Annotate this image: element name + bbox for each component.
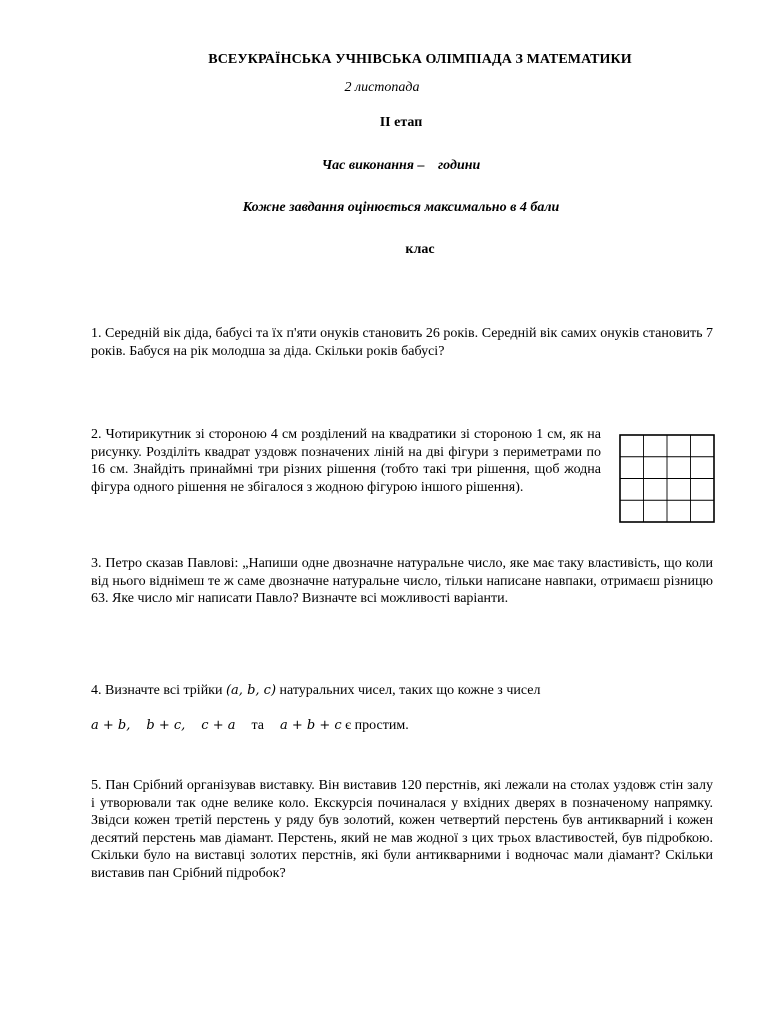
task-4-suffix: натуральних чисел, таких що кожне з чисел: [279, 683, 541, 698]
task-4-prefix: 4. Визначте всі трійки: [91, 683, 223, 698]
olympiad-date: 2 листопада: [344, 80, 420, 95]
time-suffix: години: [438, 158, 481, 173]
task-2: 2. Чотирикутник зі стороною 4 см розділений на квадратики зі стороною 1 см, як на рисунку. Розділіть квадрат уздовж позначених ліній на дві фігури з периметрами по 16 см. Знайдіть принаймні три різних рішення (тобто такі три рішення, щоб жодна фігура одного рішення не збігалося з жодною фігурою іншого рішення).: [91, 427, 601, 495]
class-label: клас: [405, 242, 435, 257]
expr-b-plus-c: b + c,: [146, 718, 186, 733]
grid-figure: [619, 434, 715, 523]
expr-a-plus-b-plus-c: a + b + c: [280, 718, 342, 733]
task-4-expressions: [91, 717, 713, 735]
points-note: Кожне завдання оцінюється максимально в 4 бали: [242, 200, 560, 215]
olympiad-stage: ІІ етап: [379, 115, 423, 130]
time-prefix: Час виконання –: [321, 158, 425, 173]
task-4-statement: [91, 682, 713, 700]
expr-c-plus-a: c + a: [201, 718, 236, 733]
time-limit: [17, 158, 768, 174]
task-4-end: є простим.: [345, 718, 409, 733]
word-and: та: [251, 718, 264, 733]
olympiad-title: ВСЕУКРАЇНСЬКА УЧНІВСЬКА ОЛІМПІАДА З МАТЕМАТИКИ: [208, 52, 632, 67]
task-4-tuple: (a, b, c): [225, 683, 277, 698]
task-3: 3. Петро сказав Павлові: „Напиши одне двозначне натуральне число, яке має таку властивість, що коли від нього віднімеш те ж саме двозначне натуральне число, тільки написане навпаки, отримаєш різницю 63. Яке число міг написати Павло? Визначте всі можливості варіанти.: [91, 556, 713, 606]
square-grid-drawing: [619, 434, 715, 523]
task-1: 1. Середній вік діда, бабусі та їх п'яти онуків становить 26 років. Середній вік самих онуків становить 7 років. Бабуся на рік молодша за діда. Скільки років бабусі?: [91, 326, 713, 359]
task-5: 5. Пан Срібний організував виставку. Він виставив 120 перстнів, які лежали на столах уздовж стін залу і утворювали так одне велике коло. Екскурсія починалася у вхідних дверях в позначеному напрямку. Звідси кожен третій перстень у ряду був золотий, кожен четвертий перстень був антикварний і кожен десятий перстень мав діамант. Перстень, який не мав жодної з цих трьох властивостей, був підробкою. Скільки було на виставці золотих перстнів, які були антикварними і водночас мали діамант? Скільки виставив пан Срібний підробок?: [91, 778, 713, 881]
expr-a-plus-b: a + b,: [91, 718, 131, 733]
